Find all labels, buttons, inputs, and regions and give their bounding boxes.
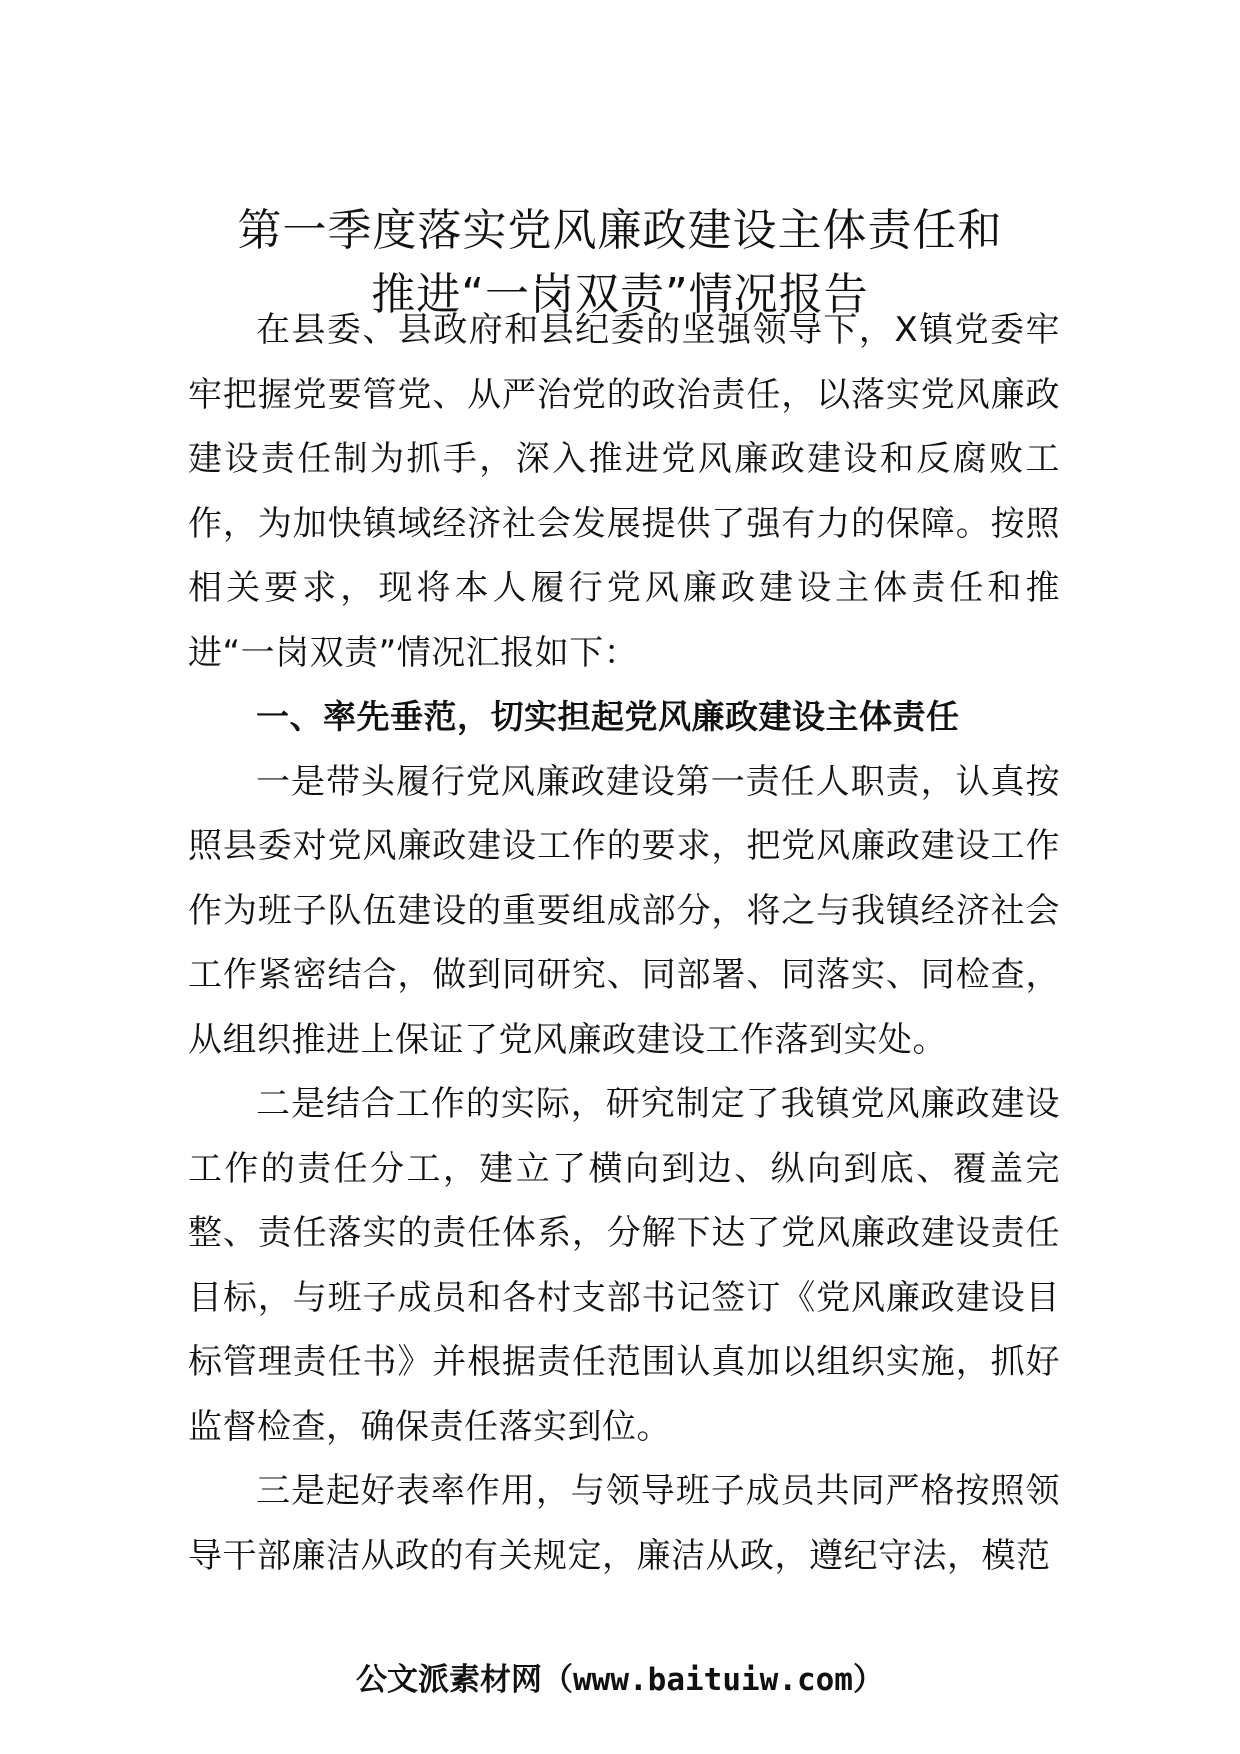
footer-site-url: （www.baituiw.com）	[542, 1662, 884, 1698]
footer-watermark	[160, 1660, 1080, 1700]
title-line-1: 第一季度落实党风廉政建设主体责任和	[237, 205, 1003, 257]
intro-paragraph: 在县委、县政府和县纪委的坚强领导下，X镇党委牢牢把握党要管党、从严治党的政治责任，以落实党风廉政建设责任制为抓手，深入推进党风廉政建设和反腐败工作，为加快镇域经济社会发展提供了强有力的保障。按照相关要求，现将本人履行党风廉政建设主体责任和推进“一岗双责”情况汇报如下：	[188, 310, 1060, 673]
footer-site-name: 公文派素材网	[356, 1662, 543, 1698]
title-line-2: 推进“一岗双责”情况报告	[371, 269, 869, 321]
section-heading: 一、率先垂范，切实担起党风廉政建设主体责任	[256, 697, 960, 736]
document-body	[188, 298, 1060, 1588]
body-paragraph-1: 一是带头履行党风廉政建设第一责任人职责，认真按照县委对党风廉政建设工作的要求，把党风廉政建设工作作为班子队伍建设的重要组成部分，将之与我镇经济社会工作紧密结合，做到同研究、同部署、同落实、同检查，从组织推进上保证了党风廉政建设工作落到实处。	[188, 761, 1060, 1060]
body-paragraph-3: 三是起好表率作用，与领导班子成员共同严格按照领导干部廉洁从政的有关规定，廉洁从政，遵纪守法，模范	[188, 1471, 1060, 1576]
body-paragraph-2: 二是结合工作的实际，研究制定了我镇党风廉政建设工作的责任分工，建立了横向到边、纵向到底、覆盖完整、责任落实的责任体系，分解下达了党风廉政建设责任目标，与班子成员和各村支部书记签订《党风廉政建设目标管理责任书》并根据责任范围认真加以组织实施，抓好监督检查，确保责任落实到位。	[188, 1084, 1060, 1447]
